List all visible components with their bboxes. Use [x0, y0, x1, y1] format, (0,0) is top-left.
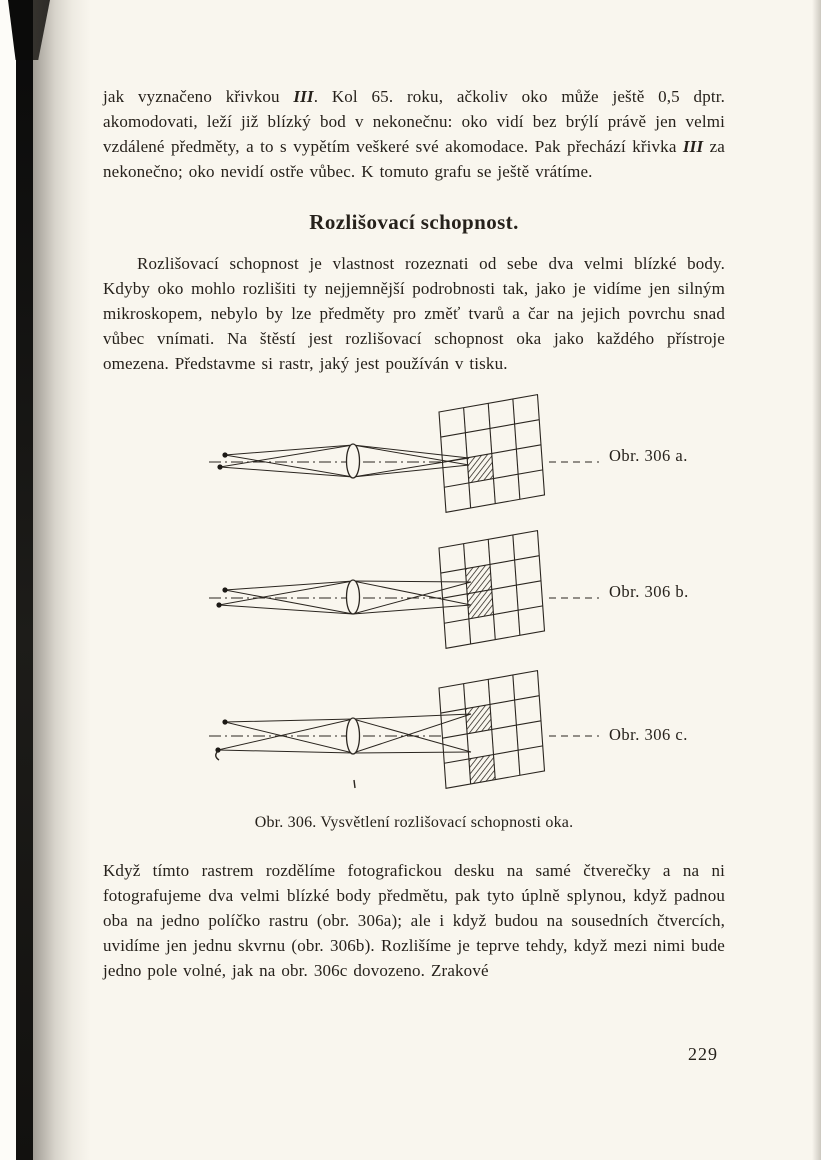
binding-gradient — [33, 0, 91, 1160]
paragraph-1-text: jak vyznačeno křivkou — [103, 87, 294, 106]
book-binding-shadow — [16, 0, 33, 1160]
scan-artifact-tick — [354, 780, 355, 788]
paragraph-1-text: . Kol 65. roku, ačkoliv oko může ještě 0,5 dptr. akomodovati, leží již blízký bod v nekonečnu: oko vidí bez brýlí právě jen velmi vzdálené předměty, a to s vypětím veškeré své akomodace. Pak přechází křivka — [103, 87, 726, 156]
curve-ref-iii: III — [293, 87, 314, 106]
figure-306a-diagram — [203, 388, 603, 524]
paragraph-1 — [103, 84, 725, 184]
figure-306a-label: Obr. 306 a. — [609, 446, 688, 465]
curve-ref-iii: III — [682, 137, 704, 156]
figure-306b-label: Obr. 306 b. — [609, 582, 689, 601]
scan-margin-edge — [0, 0, 16, 1160]
figure-group — [103, 388, 725, 810]
figure-306c-diagram — [203, 660, 603, 810]
lens-icon — [347, 444, 360, 478]
raster-grid — [439, 671, 544, 789]
light-rays — [220, 445, 469, 477]
page-content — [103, 84, 725, 983]
page-number: 229 — [688, 1044, 718, 1064]
page-right-shadow — [812, 0, 821, 1160]
lens-icon — [347, 718, 360, 754]
raster-grid — [439, 531, 544, 649]
light-rays — [218, 714, 471, 753]
figure-306a — [203, 388, 725, 524]
paragraph-3: Když tímto rastrem rozdělíme fotografickou desku na samé čtverečky a na ni fotografujeme dva velmi blízké body předmětu, pak tyto úplně splynou, když padnou oba na jedno políčko rastru (obr. 306a); ale i když budou na sousedních čtvercích, uvidíme jen jednu skvrnu (obr. 306b). Rozlišíme je teprve tehdy, když mezi nimi bude jedno pole volné, jak na obr. 306c dovozeno. Zrakové — [103, 861, 725, 980]
figure-306b-diagram — [203, 524, 603, 660]
figure-306b — [203, 524, 725, 660]
section-heading: Rozlišovací schopnost. — [309, 210, 519, 234]
paragraph-1-text: za nekonečno; oko nevidí ostře vůbec. K tomuto grafu se ještě vrátíme. — [103, 137, 725, 181]
raster-grid — [439, 395, 544, 513]
figure-306c — [203, 660, 725, 810]
paragraph-2: Rozlišovací schopnost je vlastnost rozeznati od sebe dva velmi blízké body. Kdyby oko mohlo rozlišiti ty nejjemnější podrobnosti tak, jako je vidíme jen silným mikroskopem, nebylo by lze předměty pro změť tvarů a čar na jejich povrchu snad vůbec vnímati. Na štěstí jest rozlišovací schopnost oka jako každého přístroje omezena. Představme si rastr, jaký jest používán v tisku. — [103, 254, 725, 373]
figure-306c-label: Obr. 306 c. — [609, 725, 688, 744]
lens-icon — [347, 580, 360, 614]
figure-caption: Obr. 306. Vysvětlení rozlišovací schopnosti oka. — [254, 814, 574, 831]
